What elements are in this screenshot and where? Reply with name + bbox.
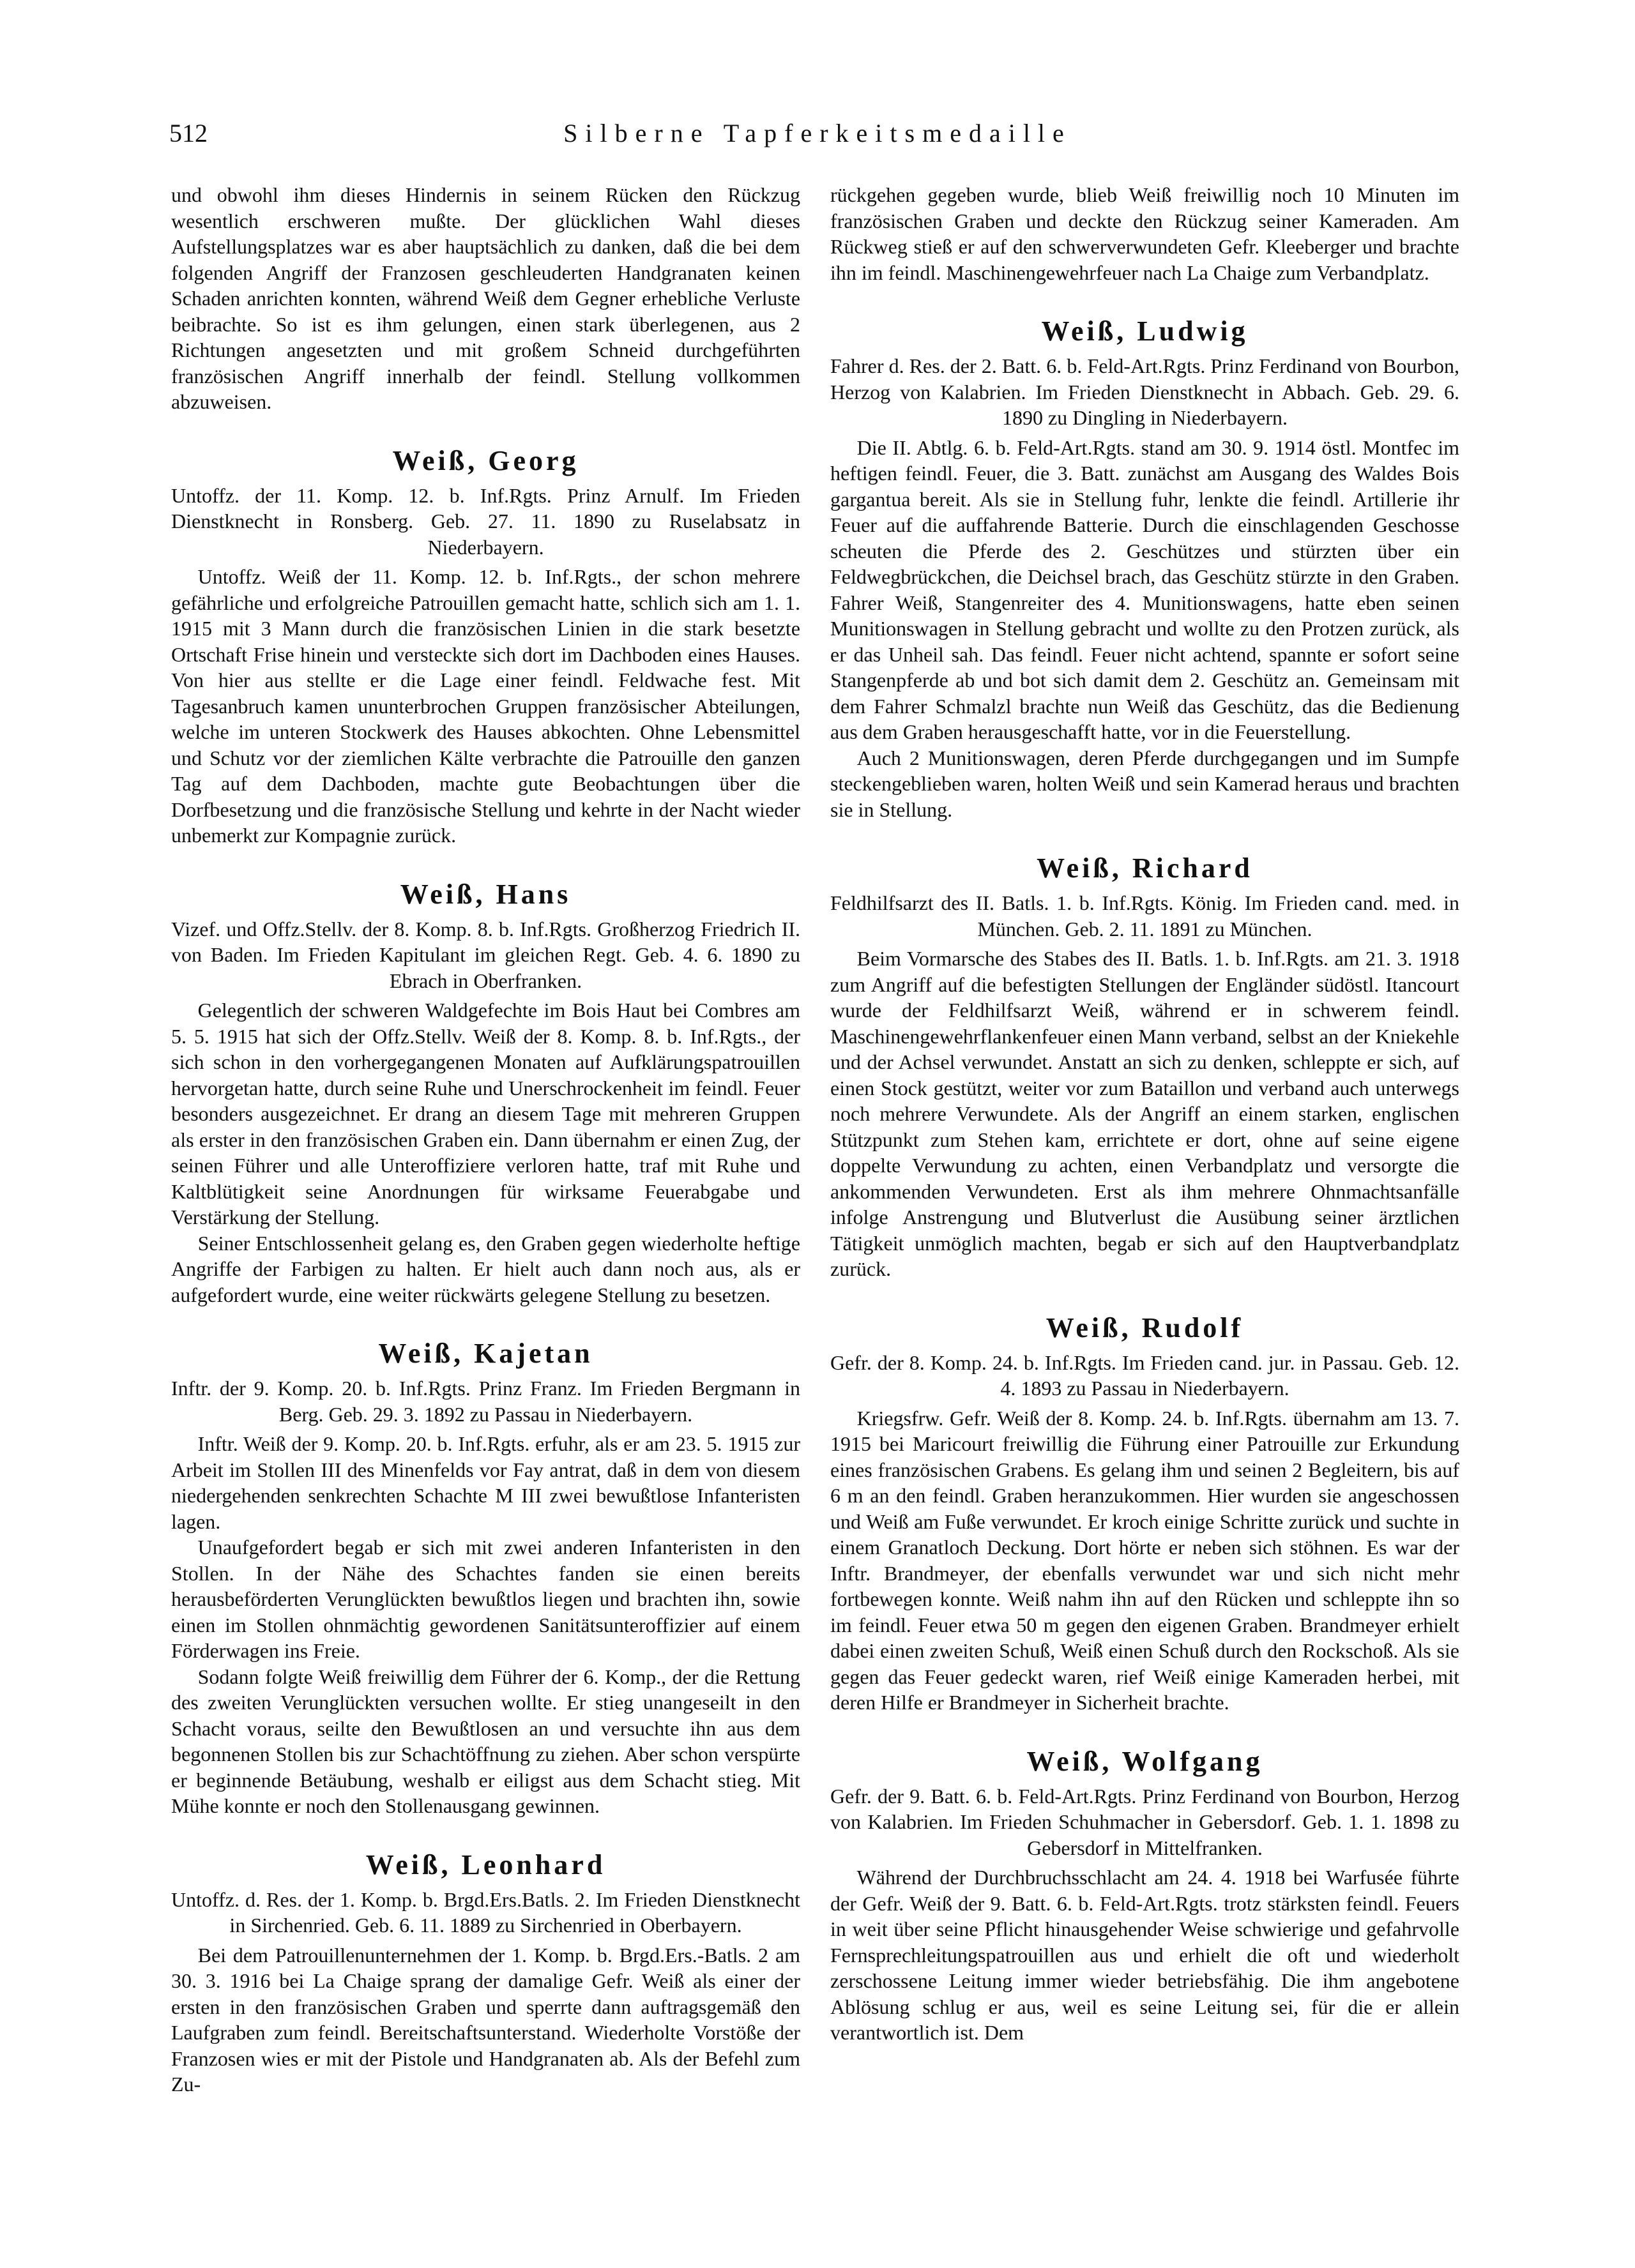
entry-paragraph: Bei dem Patrouillenunternehmen der 1. Komp. b. Brgd.Ers.-Batls. 2 am 30. 3. 1916 bei La Chaige sprang der damalige Gefr. Weiß als einer der ersten in den französischen Graben und sperrte dann auftragsgemäß den Laufgraben zum feindl. Bereitschaftsunterstand. Wiederholte Vorstöße der Franzosen wies er mit der Pistole und Handgranaten ab. Als der Befehl zum Zu- [171, 1943, 800, 2096]
entry-biography [171, 483, 800, 561]
entry-biography-text: Gefr. der 8. Komp. 24. b. Inf.Rgts. Im Frieden cand. jur. in Passau. Geb. 12. 4. 1893 zu Passau in Niederbayern. [830, 1350, 1459, 1400]
continued-paragraph: und obwohl ihm dieses Hindernis in seinem Rücken den Rückzug wesentlich erschweren mußte. Der glücklichen Wahl dieses Aufstellungsplatzes war es aber hauptsächlich zu danken, daß die bei dem folgenden Angriff der Franzosen geschleuderten Handgranaten keinen Schaden anrichten konnten, während Weiß dem Gegner erhebliche Verluste beibrachte. So ist es ihm gelungen, einen stark überlegenen, aus 2 Richtungen angesetzten und mit großem Schneid durchgeführten französischen Angriff innerhalb der feindl. Stellung vollkommen abzuweisen. [171, 183, 800, 413]
medal-entry [830, 850, 1459, 1282]
left-column [171, 182, 800, 2098]
entry-paragraph: Beim Vormarsche des Stabes des II. Batls. 1. b. Inf.Rgts. am 21. 3. 1918 zum Angriff auf die befestigten Stellungen der Engländer südöstl. Itancourt wurde der Feldhilfsarzt Weiß, während er in schwerem feindl. Maschinengewehrflankenfeuer einen Mann verband, selbst an der Kniekehle und der Achsel verwundet. Anstatt an sich zu denken, schleppte er sich, auf einen Stock gestützt, weiter vor zum Bataillon und verband auch unterwegs noch mehrere Verwundete. Als der Angriff an einem starken, englischen Stützpunkt zum Stehen kam, errichtete er dort, ohne auf seine eigene doppelte Verwundung zu achten, einen Verbandplatz und versorgte die ankommenden Verwundeten. Erst als ihm mehrere Ohnmachtsanfälle infolge Anstrengung und Blutverlust die Ausübung seiner ärztlichen Tätigkeit unmöglich machten, begab er sich auf den Hauptverbandplatz zurück. [830, 947, 1459, 1280]
entry-biography-text: Inftr. der 9. Komp. 20. b. Inf.Rgts. Prinz Franz. Im Frieden Bergmann in Berg. Geb. 29. 3. 1892 zu Passau in Niederbayern. [171, 1377, 800, 1426]
entry-biography [171, 916, 800, 994]
entry-paragraph: Kriegsfrw. Gefr. Weiß der 8. Komp. 24. b. Inf.Rgts. übernahm am 13. 7. 1915 bei Maricourt freiwillig die Führung einer Patrouille zur Erkundung eines französischen Grabens. Es gelang ihm und seinen 2 Begleitern, bis auf 6 m an den feindl. Graben heranzukommen. Hier wurden sie angeschossen und Weiß am Fuße verwundet. Er kroch einige Schritte zurück und suchte in einem Granatloch Deckung. Dort hörte er neben sich stöhnen. Es war der Inftr. Brandmeyer, der ebenfalls verwundet war und sich nicht mehr fortbewegen konnte. Weiß nahm ihn auf den Rücken und schleppte ihn so im feindl. Feuer etwa 50 m gegen den eigenen Graben. Brandmeyer erhielt dabei einen zweiten Schuß, Weiß einen Schuß durch den Rockschoß. Als sie gegen das Feuer gedeckt waren, rief Weiß einige Kameraden herbei, mit deren Hilfe er Brandmeyer in Sicherheit brachte. [830, 1406, 1459, 1714]
entry-name: Weiß, Leonhard [365, 1848, 606, 1880]
entry-name: Weiß, Wolfgang [1026, 1745, 1263, 1777]
entry-biography [830, 1350, 1459, 1402]
entry-paragraph: Seiner Entschlossenheit gelang es, den Graben gegen wiederholte heftige Angriffe der Farbigen zu halten. Er hielt auch dann noch aus, als er aufgefordert wurde, eine weiter rückwärts gelegene Stellung zu besetzen. [171, 1231, 800, 1306]
page-number: 512 [169, 119, 208, 147]
continued-paragraph: rückgehen gegeben wurde, blieb Weiß freiwillig noch 10 Minuten im französischen Graben und deckte den Rückzug seiner Kameraden. Am Rückweg stieß er auf den schwerverwundeten Gefr. Kleeberger und brachte ihn im feindl. Maschinengewehrfeuer nach La Chaige zum Verbandplatz. [830, 183, 1459, 284]
entry-name: Weiß, Rudolf [1046, 1312, 1244, 1343]
medal-entry [830, 314, 1459, 822]
entry-biography-text: Gefr. der 9. Batt. 6. b. Feld-Art.Rgts. Prinz Ferdinand von Bourbon, Herzog von Kalabrien. Im Frieden Schuhmacher in Gebersdorf. Geb. 1. 1. 1898 zu Gebersdorf in Mittelfranken. [830, 1784, 1459, 1859]
entry-name: Weiß, Richard [1037, 852, 1253, 884]
entry-biography [830, 1783, 1459, 1861]
medal-entry [830, 1744, 1459, 2046]
medal-entry [171, 443, 800, 849]
entry-biography [830, 890, 1459, 942]
entry-biography [171, 1375, 800, 1427]
medal-entry [171, 877, 800, 1308]
entry-paragraph: Sodann folgte Weiß freiwillig dem Führer der 6. Komp., der die Rettung des zweiten Verunglückten versuchen wollte. Er stieg unangeseilt in den Schacht voraus, seilte den Bewußtlosen an und versuchte ihn aus dem begonnenen Stollen bis zur Schachtöffnung zu ziehen. Aber schon verspürte er beginnende Betäubung, weshalb er eiligst aus dem Schacht stieg. Mit Mühe konnte er noch den Stollenausgang gewinnen. [171, 1665, 800, 1817]
entry-name: Weiß, Kajetan [378, 1338, 593, 1369]
medal-entry [171, 1336, 800, 1819]
running-title: Silberne Tapferkeitsmedaille [563, 119, 1072, 147]
entry-paragraph: Auch 2 Munitionswagen, deren Pferde durchgegangen und im Sumpfe steckengeblieben waren, holten Weiß und sein Kamerad heraus und brachten sie in Stellung. [830, 746, 1459, 821]
entry-name: Weiß, Ludwig [1041, 315, 1249, 347]
page-header [169, 118, 1466, 156]
entry-biography-text: Vizef. und Offz.Stellv. der 8. Komp. 8. b. Inf.Rgts. Großherzog Friedrich II. von Baden. Im Frieden Kapitulant im gleichen Regt. Geb. 4. 6. 1890 zu Ebrach in Oberfranken. [171, 917, 800, 992]
entry-paragraph: Die II. Abtlg. 6. b. Feld-Art.Rgts. stand am 30. 9. 1914 östl. Montfec im heftigen feindl. Feuer, die 3. Batt. zunächst am Ausgang des Waldes Bois gargantua bereit. Als sie in Stellung fuhr, lenkte die feindl. Artillerie ihr Feuer auf die auffahrende Batterie. Durch die einschlagenden Geschosse scheuten die Pferde des 2. Geschützes und stürzten über ein Feldwegbrückchen, die Deichsel brach, das Geschütz stürzte in den Graben. Fahrer Weiß, Stangenreiter des 4. Munitionswagens, hatte eben seinen Munitionswagen in Stellung gebracht und wollte zu den Protzen zurück, als er das Unheil sah. Das feindl. Feuer nicht achtend, spannte er sofort seine Stangenpferde ab und bot sich damit dem 2. Geschütz an. Gemeinsam mit dem Fahrer Schmalzl brachte nun Weiß das Geschütz, das die Bedienung aus dem Graben herausgeschafft hatte, vor in die Feuerstellung. [830, 435, 1459, 743]
medal-entry [830, 1310, 1459, 1716]
entry-paragraph: Während der Durchbruchsschlacht am 24. 4. 1918 bei Warfusée führte der Gefr. Weiß der 9. Batt. 6. b. Feld-Art.Rgts. trotz stärksten feindl. Feuers in weit über seine Pflicht hinausgehender Weise schwierige und gefahrvolle Fernsprechleitungspatrouillen aus und erhielt die oft und wiederholt zerschossene Leitung immer wieder betriebsfähig. Die ihm angebotene Ablösung schlug er aus, weil es seine Leitung sei, für die er allein verantwortlich ist. Dem [830, 1866, 1459, 2044]
right-column [830, 182, 1459, 2046]
entry-name: Weiß, Hans [400, 878, 572, 910]
entry-biography-text: Feldhilfsarzt des II. Batls. 1. b. Inf.Rgts. König. Im Frieden cand. med. in München. Geb. 2. 11. 1891 zu München. [830, 891, 1459, 941]
entry-name: Weiß, Georg [392, 444, 579, 476]
entry-biography-text: Fahrer d. Res. der 2. Batt. 6. b. Feld-Art.Rgts. Prinz Ferdinand von Bourbon, Herzog von Kalabrien. Im Frieden Dienstknecht in Abbach. Geb. 29. 6. 1890 zu Dingling in Niederbayern. [830, 354, 1459, 429]
entry-biography [830, 353, 1459, 431]
entry-paragraph: Untoffz. Weiß der 11. Komp. 12. b. Inf.Rgts., der schon mehrere gefährliche und erfolgreiche Patrouillen gemacht hatte, schlich sich am 1. 1. 1915 mit 3 Mann durch die französischen Linien in die stark besetzte Ortschaft Frise hinein und versteckte sich dort im Dachboden eines Hauses. Von hier aus stellte er die Lage einer feindl. Feldwache fest. Mit Tagesanbruch kamen ununterbrochen Gruppen französischer Abteilungen, welche im unteren Stockwerk des Hauses abkochten. Ohne Lebensmittel und Schutz vor der ziemlichen Kälte verbrachte die Patrouille den ganzen Tag auf dem Dachboden, machte gute Beobachtungen über die Dorfbesetzung und die französische Stellung und kehrte in der Nacht wieder unbemerkt zur Kompagnie zurück. [171, 565, 800, 847]
medal-entry [171, 1847, 800, 2098]
entry-biography [171, 1887, 800, 1939]
entry-paragraph: Unaufgefordert begab er sich mit zwei anderen Infanteristen in den Stollen. In der Nähe des Schachtes fanden sie einen bereits herausbeförderten Verunglückten bewußtlos liegen und brachten ihn, sowie einen im Stollen ohnmächtig gewordenen Sanitätsunteroffizier auf einem Förderwagen ins Freie. [171, 1536, 800, 1662]
entry-biography-text: Untoffz. der 11. Komp. 12. b. Inf.Rgts. Prinz Arnulf. Im Frieden Dienstknecht in Ronsberg. Geb. 27. 11. 1890 zu Ruselabsatz in Niederbayern. [171, 483, 800, 559]
entry-paragraph: Gelegentlich der schweren Waldgefechte im Bois Haut bei Combres am 5. 5. 1915 hat sich der Offz.Stellv. Weiß der 8. Komp. 8. b. Inf.Rgts., der sich schon in den vorhergegangenen Monaten auf Aufklärungspatrouillen hervorgetan hatte, durch seine Ruhe und Unerschrockenheit im feindl. Feuer besonders ausgezeichnet. Er drang an diesem Tage mit mehreren Gruppen als erster in den französischen Graben ein. Dann übernahm er einen Zug, der seinen Führer und alle Unteroffiziere verloren hatte, traf mit Ruhe und Kaltblütigkeit seine Anordnungen für wirksame Feuerabgabe und Verstärkung der Stellung. [171, 999, 800, 1228]
entry-paragraph: Inftr. Weiß der 9. Komp. 20. b. Inf.Rgts. erfuhr, als er am 23. 5. 1915 zur Arbeit im Stollen III des Minenfelds vor Fay antrat, daß in dem von diesem niedergehenden senkrechten Schachte M III zwei bewußtlose Infanteristen lagen. [171, 1432, 800, 1533]
entry-biography-text: Untoffz. d. Res. der 1. Komp. b. Brgd.Ers.Batls. 2. Im Frieden Dienstknecht in Sirchenried. Geb. 6. 11. 1889 zu Sirchenried in Oberbayern. [171, 1887, 800, 1937]
